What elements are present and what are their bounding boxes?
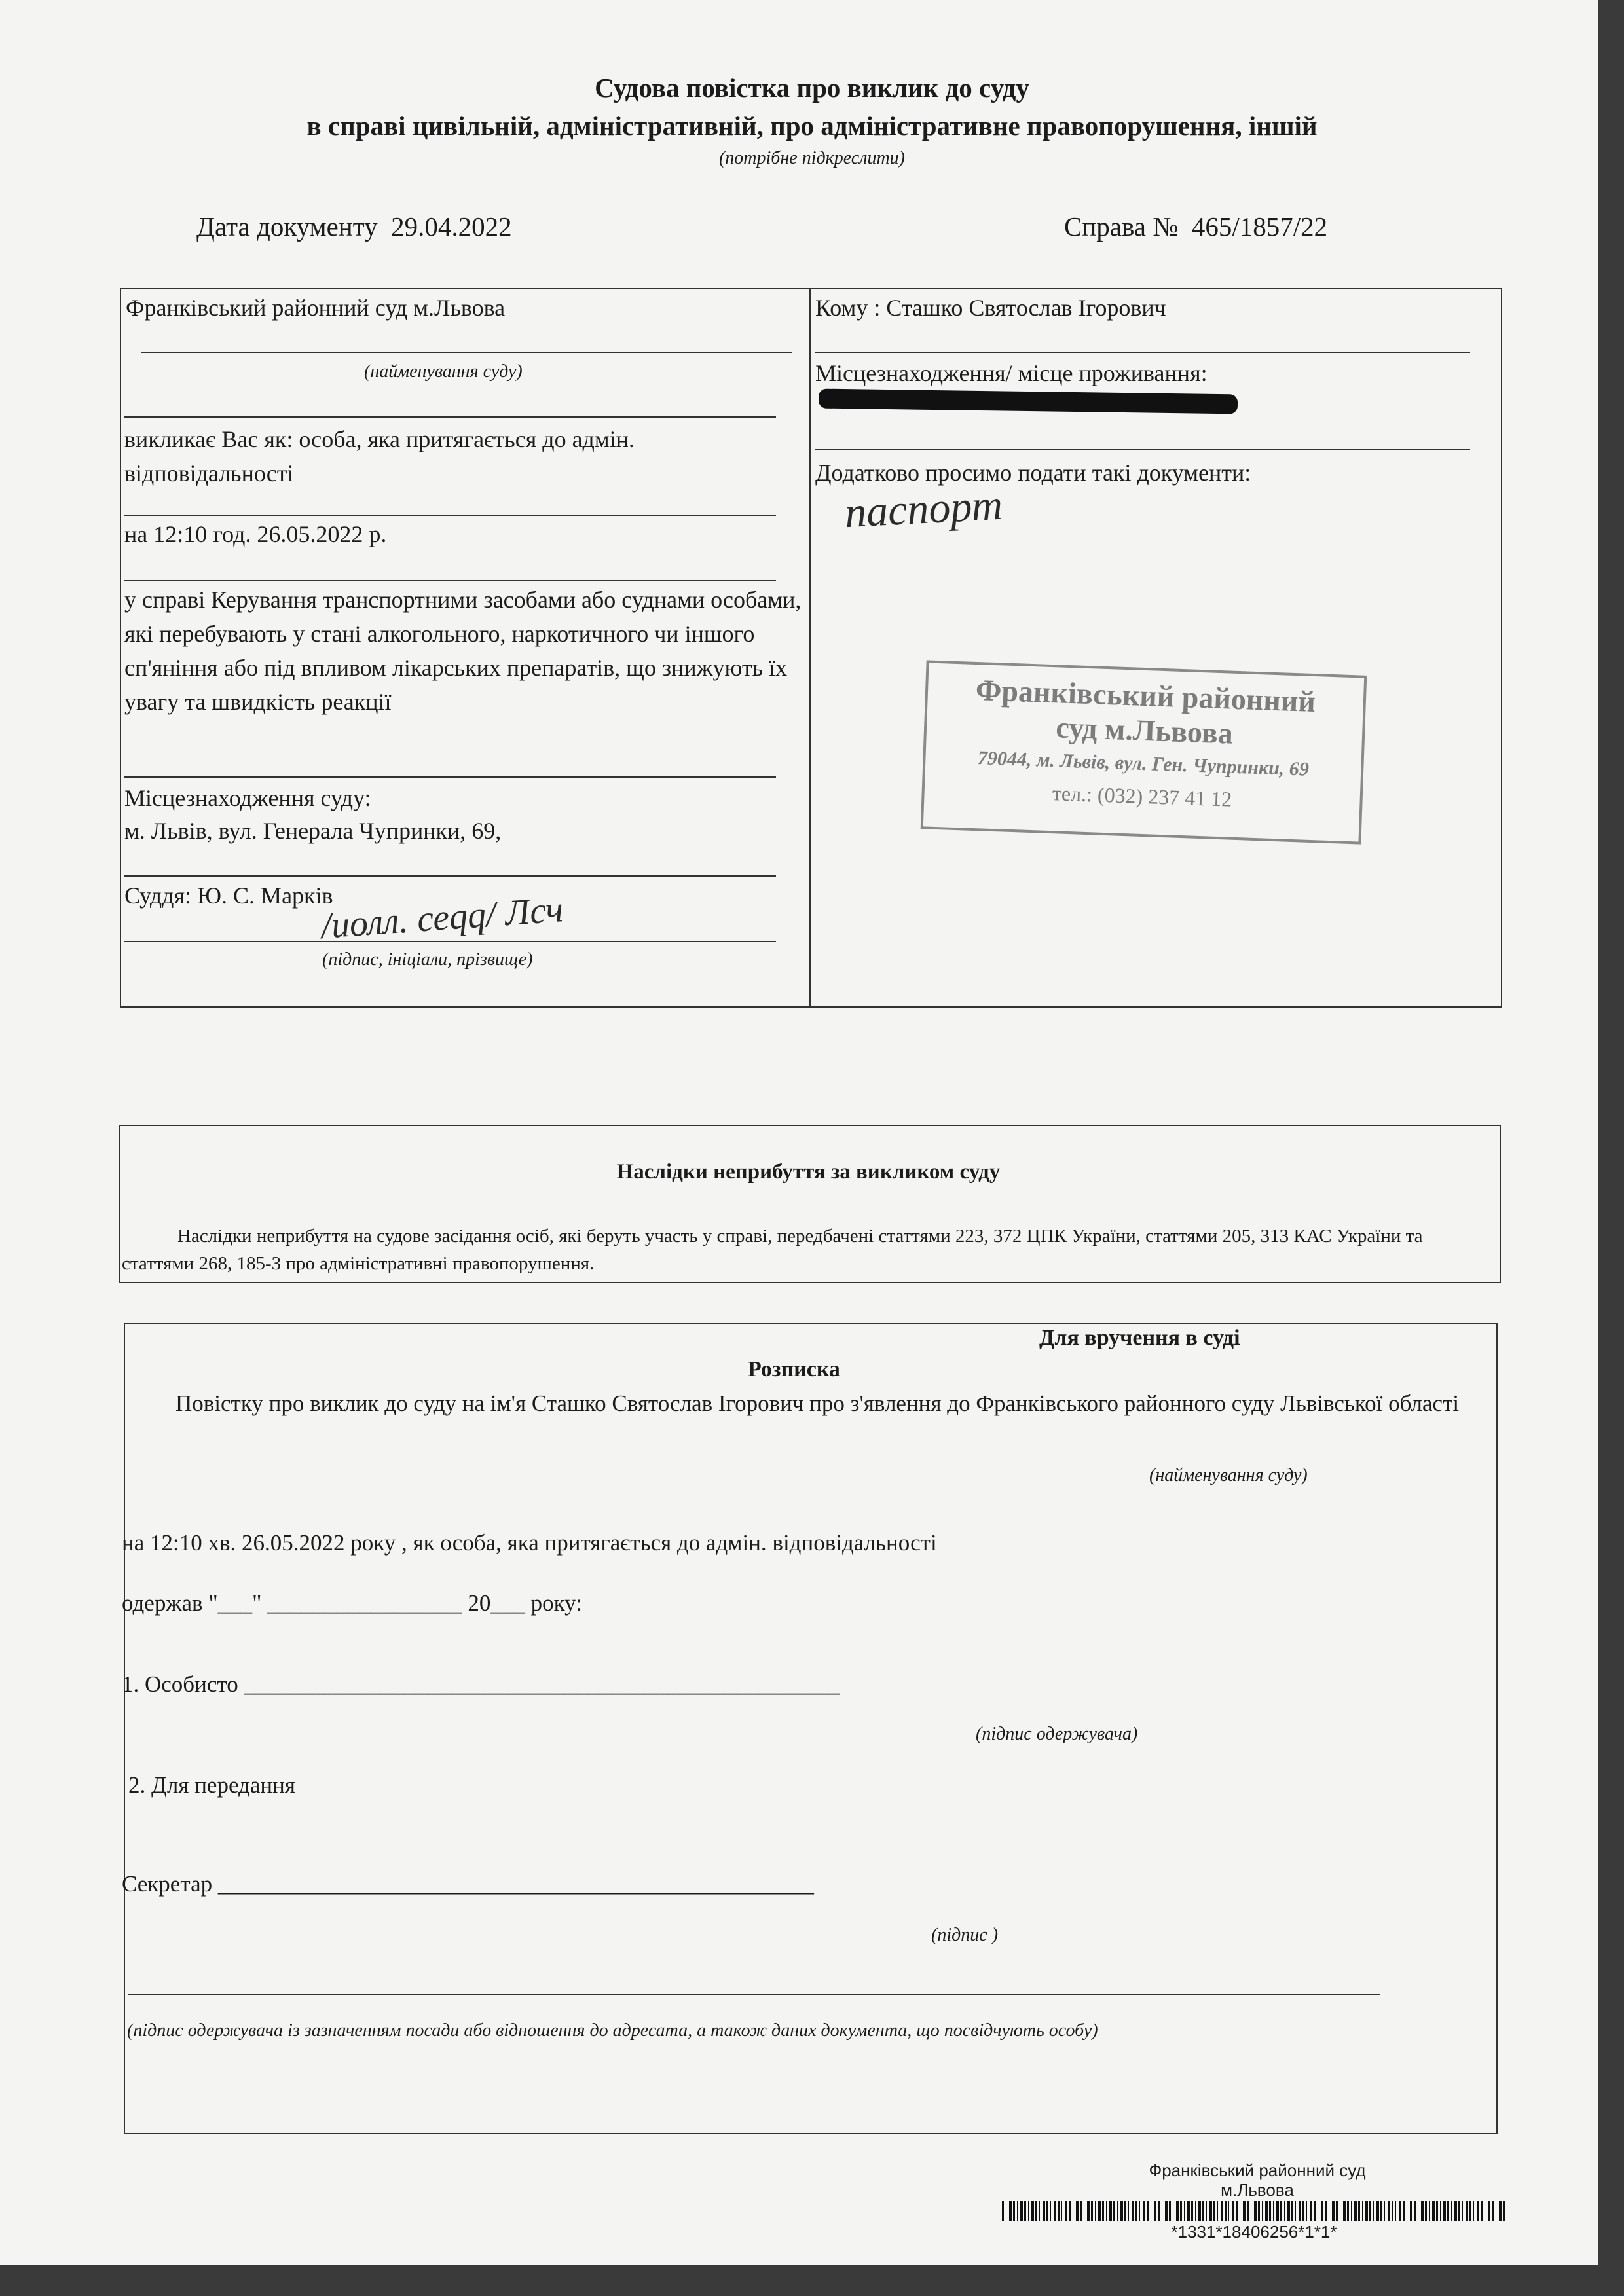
- case-number: [1064, 211, 1327, 242]
- rule: [124, 776, 776, 778]
- footer-court: [1008, 2160, 1506, 2200]
- court-location-label: Місцезнаходження суду:: [124, 785, 371, 811]
- title-line-1: Судова повістка про виклик до суду: [595, 73, 1029, 103]
- rule: [141, 352, 792, 353]
- document-date: [196, 211, 512, 242]
- bottom-sign-hint: (підпис одержувача із зазначенням посади або відношення до адресата, а також даних документа, що посвідчують особу): [127, 2020, 1098, 2041]
- residence-label: Місцезнаходження/ місце проживання:: [815, 360, 1208, 386]
- personally-line: 1. Особисто ____________________________________________________: [122, 1671, 840, 1697]
- summons-role: викликає Вас як: особа, яка притягається до адмін. відповідальності: [124, 426, 635, 486]
- receipt-box: [124, 1323, 1498, 2134]
- judge-name: Суддя: Ю. С. Марків: [124, 883, 333, 909]
- rule: [124, 580, 776, 581]
- stamp-line-4: тел.: (032) 237 41 12: [1052, 781, 1232, 811]
- document-date-label: Дата документу: [196, 211, 378, 242]
- barcode: [1002, 2201, 1506, 2221]
- secretary-sign-hint: (підпис ): [931, 1925, 999, 1945]
- handwritten-docs: паспорт: [843, 481, 1004, 538]
- rule: [124, 515, 776, 516]
- court-address: м. Львів, вул. Генерала Чупринки, 69,: [124, 818, 502, 844]
- appointment-time: на 12:10 год. 26.05.2022 р.: [124, 521, 387, 547]
- rule: [124, 875, 776, 877]
- rule: [124, 941, 776, 942]
- extra-docs-label: Додатково просимо подати такі документи:: [815, 460, 1251, 486]
- stamp-line-3: 79044, м. Львів, вул. Ген. Чупринки, 69: [977, 747, 1310, 780]
- case-subject: у справі Керування транспортними засобами або суднами особами, які перебувають у стані алкогольного, наркотичного чи іншого сп'яніння або під впливом лікарських препаратів, що знижують їх увагу та швидкість реакції: [124, 587, 802, 715]
- receipt-court-hint: (найменування суду): [1149, 1465, 1308, 1485]
- received-date-line: одержав "___" _________________ 20___ року:: [122, 1590, 582, 1616]
- document-date-value: 29.04.2022: [391, 211, 512, 242]
- handwritten-signature: /иолл. сеqq/ Лсч: [320, 889, 565, 947]
- consequences-title: Наслідки неприбуття за викликом суду: [616, 1160, 1001, 1184]
- recipient-name: Кому : Сташко Святослав Ігорович: [815, 295, 1166, 321]
- court-stamp: [921, 660, 1367, 844]
- recipient-sign-hint: (підпис одержувача): [976, 1724, 1138, 1744]
- receipt-title: Розписка: [748, 1357, 840, 1381]
- secretary-line: Секретар ____________________________________________________: [122, 1871, 814, 1897]
- case-number-value: 465/1857/22: [1191, 211, 1328, 242]
- underline-hint: (потрібне підкреслити): [718, 148, 905, 168]
- signature-hint: (підпис, ініціали, прізвище): [322, 949, 533, 970]
- rule: [124, 416, 776, 418]
- title-line-2: в справі цивільній, адміністративній, про адміністративне правопорушення, іншій: [306, 111, 1318, 141]
- barcode-text: *1331*18406256*1*1*: [1171, 2222, 1337, 2242]
- court-name: Франківський районний суд м.Львова: [126, 295, 506, 321]
- consequences-body: Наслідки неприбуття на судове засідання осіб, які беруть участь у справі, передбачені статтями 223, 372 ЦПК України, статтями 205, 313 КАС України та статтями 268, 185-3 про адміністративні правопорушення.: [122, 1226, 1423, 1274]
- footer-court-line-1: Франківський районний суд: [1149, 2160, 1366, 2180]
- receipt-body: Повістку про виклик до суду на ім'я Сташко Святослав Ігорович про з'явлення до Франківського районного суду Львівської області: [175, 1391, 1460, 1416]
- case-number-label: Справа №: [1064, 211, 1179, 242]
- stamp-line-2: суд м.Львова: [1055, 710, 1234, 750]
- receipt-appointment: на 12:10 хв. 26.05.2022 року , як особа, яка притягається до адмін. відповідальності: [122, 1530, 937, 1556]
- rule: [128, 1994, 1380, 1995]
- column-divider: [809, 288, 811, 1006]
- stamp-line-1: Франківський районний: [975, 673, 1316, 719]
- for-court-delivery: Для вручення в суді: [1039, 1326, 1240, 1350]
- rule: [815, 352, 1470, 353]
- rule: [815, 449, 1470, 450]
- footer-court-line-2: м.Львова: [1221, 2180, 1294, 2200]
- for-transfer: 2. Для передання: [128, 1772, 295, 1798]
- court-name-hint: (найменування суду): [364, 361, 523, 382]
